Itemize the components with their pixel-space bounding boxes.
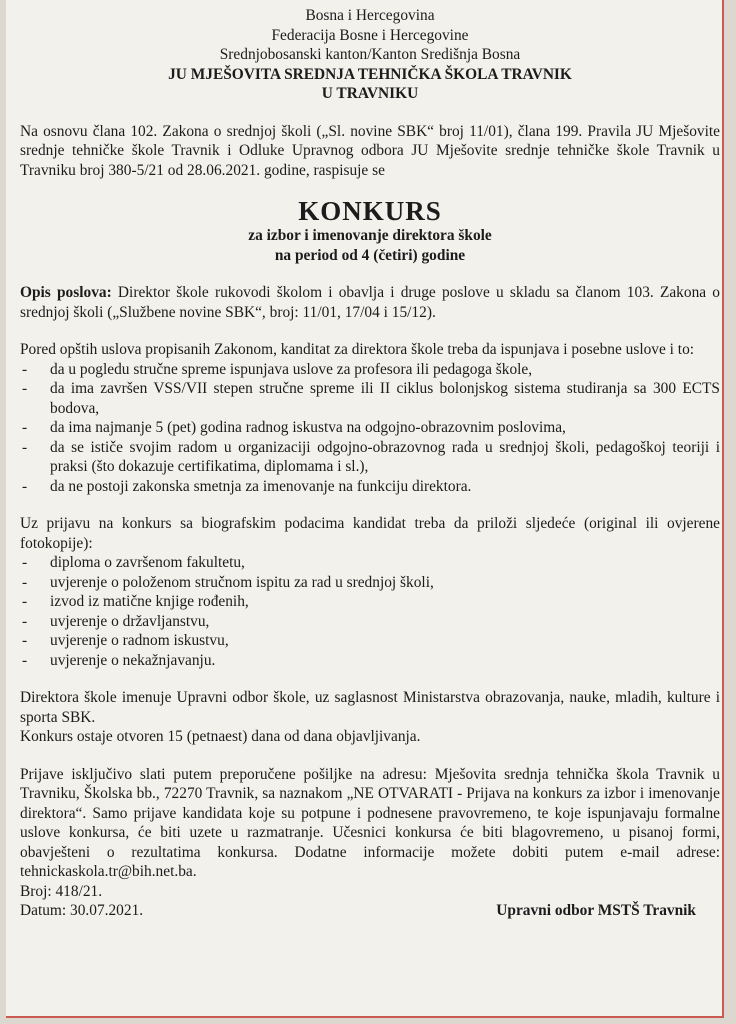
signature: Upravni odbor MSTŠ Travnik: [496, 902, 696, 919]
document-date: Datum: 30.07.2021.: [20, 902, 144, 919]
header-school-location: U TRAVNIKU: [321, 85, 419, 102]
document-subtitle-2: na period od 4 (četiri) godine: [274, 246, 466, 264]
newspaper-clipping: [6, 0, 724, 1018]
footer-row: [20, 901, 720, 921]
list-item: - izvod iz matične knjige rođenih,: [20, 592, 720, 612]
list-item: - da u pogledu stručne spreme ispunjava uslove za profesora ili pedagoga škole,: [20, 360, 720, 380]
conditions-section: [20, 340, 720, 496]
list-item: - uvjerenje o nekažnjavanju.: [20, 651, 720, 671]
document-subtitle-1: za izbor i imenovanje direktora škole: [248, 227, 492, 244]
header-school-name: JU MJEŠOVITA SREDNJA TEHNIČKA ŠKOLA TRAVNIK: [168, 65, 572, 83]
announcement: [20, 6, 720, 921]
list-item: - uvjerenje o državljanstvu,: [20, 612, 720, 632]
header-federation: Federacija Bosne i Hercegovine: [271, 26, 469, 44]
job-description-label: Opis poslova:: [20, 284, 112, 301]
header-country: Bosna i Hercegovina: [305, 7, 435, 24]
reference-number: Broj: 418/21.: [20, 882, 103, 900]
list-item: - da ima najmanje 5 (pet) godina radnog iskustva na odgojno-obrazovnim poslovima,: [20, 418, 720, 438]
document-title: KONKURS: [298, 196, 442, 226]
conditions-list: [20, 360, 720, 497]
list-item: - diploma o završenom fakultetu,: [20, 553, 720, 573]
submission-paragraph: Prijave isključivo slati putem preporučene pošiljke na adresu: Mješovita srednja tehnička škola Travnik u Travniku, Školska bb., 72270 Travnik, sa naznakom „NE OTVARATI - Prijava na konkurs za izbor i imenovanje direktora“. Samo prijave kandidata koje su potpune i podnesene pravovremeno, te koje ispunjavaju formalne uslove konkursa, će biti uzete u razmatranje. Učesnici konkursa će biti blagovremeno, u pisanoj formi, obavješteni o rezultatima konkursa. Dodatne informacije možete dobiti putem e-mail adrese: tehnickaskola.tr@bih.net.ba.: [20, 765, 720, 880]
list-item: - da ima završen VSS/VII stepen stručne spreme ili II ciklus bolonjskog sistema studiranja sa 300 ECTS bodova,: [20, 379, 720, 418]
list-item: - da se ističe svojim radom u organizaciji odgojno-obrazovnog rada u srednjoj školi, pedagoškoj teoriji i praksi (što dokazuje certifikatima, diplomama i sl.),: [20, 438, 720, 477]
list-item: - uvjerenje o položenom stručnom ispitu za rad u srednjoj školi,: [20, 573, 720, 593]
documents-intro: Uz prijavu na konkurs sa biografskim podacima kandidat treba da priloži sljedeće (original ili ovjerene fotokopije):: [20, 515, 720, 552]
header-canton: Srednjobosanski kanton/Kanton Središnja Bosna: [219, 46, 521, 63]
open-period-paragraph: Konkurs ostaje otvoren 15 (petnaest) dana od dana objavljivanja.: [20, 728, 421, 745]
list-item: - uvjerenje o radnom iskustvu,: [20, 631, 720, 651]
job-description-text: Direktor škole rukovodi školom i obavlja i druge poslove u skladu sa članom 103. Zakona o srednjoj školi („Službene novine SBK“, broj: 11/01, 17/04 i 15/12).: [20, 284, 720, 321]
appointment-paragraph: Direktora škole imenuje Upravni odbor škole, uz saglasnost Ministarstva obrazovanja, nauke, mladih, kulture i sporta SBK.: [20, 689, 720, 726]
job-description: [20, 283, 720, 322]
documents-list: [20, 553, 720, 670]
documents-section: [20, 514, 720, 670]
institution-header: [20, 6, 720, 104]
conditions-intro: Pored opštih uslova propisanih Zakonom, kanditat za direktora škole treba da ispunjava i posebne uslove i to:: [20, 341, 695, 358]
intro-paragraph: Na osnovu člana 102. Zakona o srednjoj školi („Sl. novine SBK“ broj 11/01), člana 199. Pravila JU Mješovite srednje tehničke škole Travnik i Odluke Upravnog odbora JU Mješovite srednje tehničke škole Travnik u Travniku broj 380-5/21 od 28.06.2021. godine, raspisuje se: [20, 122, 720, 179]
list-item: - da ne postoji zakonska smetnja za imenovanje na funkciju direktora.: [20, 477, 720, 497]
